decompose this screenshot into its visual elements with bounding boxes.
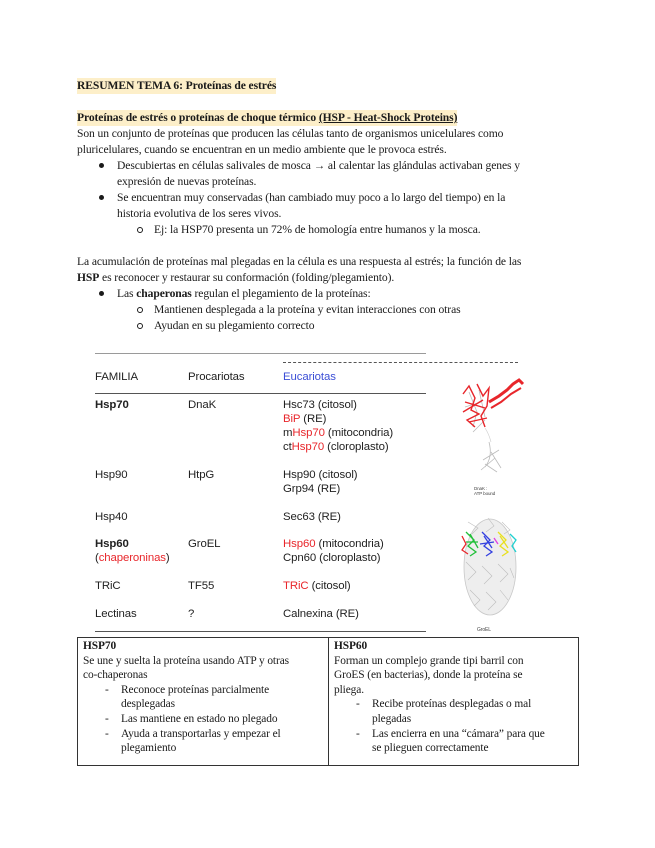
sub-bullet-1: Ej: la HSP70 presenta un 72% de homología entre humanos y la mosca. <box>154 223 481 236</box>
item-line: plegadas <box>372 712 412 725</box>
section-heading-link: (HSP - Heat-Shock Proteins) <box>318 111 458 124</box>
box-hsp70-title: HSP70 <box>83 640 117 652</box>
summary-divider <box>328 638 329 765</box>
euk-red: BiP <box>283 413 301 425</box>
header-eucariotas: Eucariotas <box>283 371 336 383</box>
row-tric-procariotas: TF55 <box>188 580 215 592</box>
summary-table <box>77 637 579 766</box>
bullet-pre: Las <box>117 287 137 300</box>
euk-post: (mitocondria) <box>315 538 384 550</box>
table-header-rule <box>95 393 426 394</box>
table-dashed-rule <box>283 362 518 363</box>
dash-icon: - <box>105 712 109 725</box>
item-line: Las encierra en una “cámara” para que <box>372 727 545 740</box>
euk-post: (RE) <box>300 413 327 425</box>
dnak-gray-strands <box>465 390 501 472</box>
box-hsp70-item-2 <box>83 712 289 727</box>
bullet-1-line-2: expresión de nuevas proteínas. <box>117 175 257 188</box>
box-hsp70-item-1 <box>83 683 289 712</box>
header-familia: FAMILIA <box>95 371 138 383</box>
row-hsp70-euk-2 <box>283 426 393 440</box>
item-line: Reconoce proteínas parcialmente <box>121 683 270 696</box>
para-line-2-rest: es reconocer y restaurar su conformación (folding/plegamiento). <box>99 271 395 284</box>
box-hsp60-text-2: GroES (en bacterias), donde la proteína se <box>334 669 523 682</box>
item-line: Ayuda a transportarlas y empezar el <box>121 727 281 740</box>
euk-red: Hsp70 <box>292 427 325 439</box>
bullet-circle-icon <box>137 227 143 233</box>
dnak-caption-2: ATP bound <box>474 491 496 496</box>
table-bottom-rule <box>95 631 426 632</box>
row-hsp60-procariotas: GroEL <box>188 538 221 550</box>
row-hsp70-familia: Hsp70 <box>95 399 129 411</box>
row-hsp70-procariotas: DnaK <box>188 399 217 411</box>
bullet-circle-icon <box>137 323 143 329</box>
item-line: Recibe proteínas desplegadas o mal <box>372 698 532 711</box>
row-hsp90-euk-1: Grp94 (RE) <box>283 483 341 495</box>
euk-red: Hsp70 <box>291 441 325 453</box>
euk-red: Hsp60 <box>283 538 316 550</box>
header-procariotas: Procariotas <box>188 371 245 383</box>
euk-post: Hsc73 (citosol) <box>283 399 357 411</box>
hsp-bold: HSP <box>77 271 100 284</box>
box-hsp70-item-3 <box>83 727 289 756</box>
intro-line-1: Son un conjunto de proteínas que producen las células tanto de organismos unicelulares como <box>77 127 504 140</box>
para-line-1: La acumulación de proteínas mal plegadas en la célula es una respuesta al estrés; la función de las <box>77 255 522 268</box>
euk-pre: ct <box>283 441 292 453</box>
sub-bullet-3: Ayudan en su plegamiento correcto <box>154 319 315 332</box>
dash-icon: - <box>356 727 360 740</box>
row-hsp60-euk-1: Cpn60 (cloroplasto) <box>283 552 381 564</box>
document-title: RESUMEN TEMA 6: Proteínas de estrés <box>77 79 277 92</box>
chaperonas-bold: chaperonas <box>136 287 192 300</box>
row-hsp60-familia: Hsp60 <box>95 538 129 550</box>
row-hsp90-procariotas: HtpG <box>188 469 215 481</box>
row-lectinas-familia: Lectinas <box>95 608 137 620</box>
item-line: Las mantiene en estado no plegado <box>121 712 278 725</box>
bullet-1-line-1: Descubiertas en células salivales de mosca → al calentar las glándulas activaban genes y <box>117 159 520 172</box>
item-line: se plieguen correctamente <box>372 742 489 755</box>
para-line-2 <box>77 270 394 286</box>
dash-icon: - <box>105 683 109 696</box>
chaperonas-bullet <box>117 286 371 302</box>
box-hsp60-text-3: pliega. <box>334 683 364 696</box>
bullet-dot-icon <box>99 163 104 168</box>
box-hsp60-item-2 <box>334 727 545 756</box>
item-line: desplegadas <box>121 698 175 711</box>
dnak-caption-1: DnaK : <box>474 486 488 491</box>
sub-bullet-2: Mantienen desplegada a la proteína y evitan interacciones con otras <box>154 303 461 316</box>
row-hsp90-familia: Hsp90 <box>95 469 128 481</box>
row-lectinas-euk-0: Calnexina (RE) <box>283 608 359 620</box>
dnak-red-strands <box>463 380 523 427</box>
euk-post: (citosol) <box>308 580 351 592</box>
row-hsp70-euk-0 <box>283 398 357 412</box>
box-hsp60-text-1: Forman un complejo grande tipi barril con <box>334 654 524 667</box>
bullet-circle-icon <box>137 307 143 313</box>
box-hsp60-item-1 <box>334 697 545 726</box>
euk-red: TRiC <box>283 580 309 592</box>
row-hsp40-euk-0: Sec63 (RE) <box>283 511 341 523</box>
dnak-structure-image <box>455 372 530 482</box>
section-heading <box>77 110 457 126</box>
bullet-post: regulan el plegamiento de la proteínas: <box>191 287 371 300</box>
row-tric-familia: TRiC <box>95 580 121 592</box>
box-hsp70-text-2: co-chaperonas <box>83 669 148 682</box>
row-hsp90-euk-0: Hsp90 (citosol) <box>283 469 358 481</box>
groel-barrel <box>464 519 516 615</box>
dnak-linker <box>485 428 491 442</box>
table-top-rule <box>95 353 426 354</box>
row-hsp70-euk-1 <box>283 412 326 426</box>
item-line: plegamiento <box>121 742 177 755</box>
row-hsp40-familia: Hsp40 <box>95 511 128 523</box>
row-hsp60-euk-0 <box>283 537 384 551</box>
groel-caption: GroEL <box>477 627 491 633</box>
dash-icon: - <box>356 698 360 711</box>
dash-icon: - <box>105 727 109 740</box>
box-hsp70 <box>83 639 289 756</box>
box-hsp70-text-1: Se une y suelta la proteína usando ATP y otras <box>83 654 289 667</box>
row-hsp60-familia-sub: (chaperoninas) <box>95 552 170 564</box>
bullet-dot-icon <box>99 291 104 296</box>
bullet-2-line-1: Se encuentran muy conservadas (han cambiado muy poco a lo largo del tiempo) en la <box>117 191 506 204</box>
bullet-2-line-2: historia evolutiva de los seres vivos. <box>117 207 282 220</box>
bullet-dot-icon <box>99 195 104 200</box>
groel-structure-image <box>458 512 522 618</box>
row-hsp70-euk-3 <box>283 440 389 454</box>
intro-line-2: pluricelulares, cuando se encuentran en un medio ambiente que le provoca estrés. <box>77 143 447 156</box>
euk-post: (cloroplasto) <box>324 441 389 453</box>
euk-post: (mitocondria) <box>324 427 394 439</box>
section-heading-main: Proteínas de estrés o proteínas de choque térmico <box>77 111 319 124</box>
box-hsp60-title: HSP60 <box>334 640 368 652</box>
euk-pre: m <box>283 427 293 439</box>
box-hsp60 <box>334 639 545 756</box>
row-lectinas-procariotas: ? <box>188 608 195 620</box>
chaperoninas-red: chaperoninas <box>98 552 166 564</box>
row-tric-euk-0 <box>283 579 351 593</box>
